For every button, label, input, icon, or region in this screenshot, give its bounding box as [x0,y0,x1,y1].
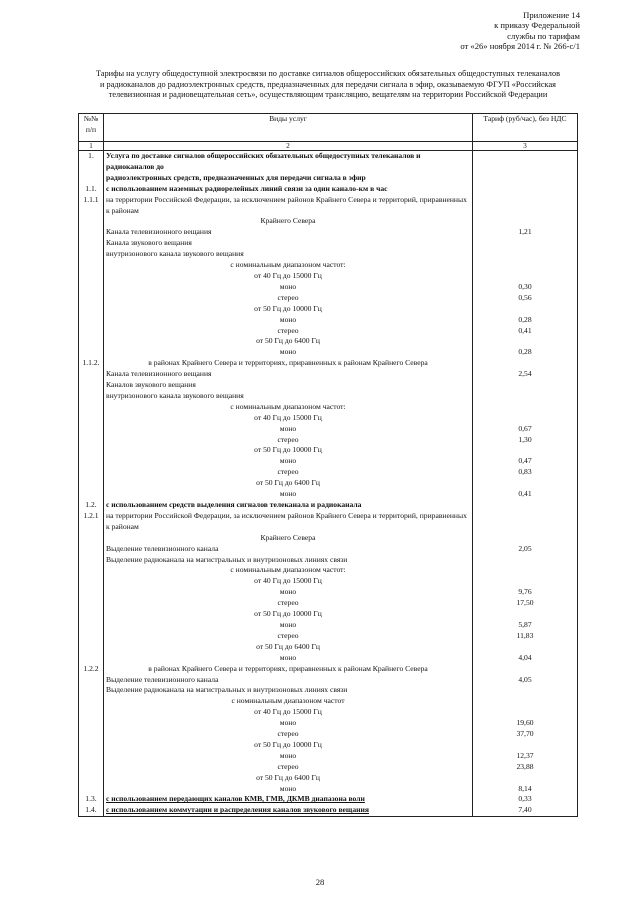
row-number [79,609,104,620]
tariff-value [473,565,578,576]
row-number [79,544,104,555]
row-number [79,533,104,544]
service-description: от 50 Гц до 10000 Гц [104,609,473,620]
table-row [79,315,578,326]
table-row [79,533,578,544]
tariff-value: 0,28 [473,347,578,358]
table-row [79,227,578,238]
service-description: моно [104,587,473,598]
table-row [79,249,578,260]
table-row [79,805,578,816]
tariff-value [473,664,578,675]
row-number [79,653,104,664]
service-description: в районах Крайнего Севера и территориях, приравненных к районам Крайнего Севера [104,664,473,675]
row-number [79,402,104,413]
row-number [79,587,104,598]
service-description: с номинальным диапазоном частот: [104,565,473,576]
tariff-value: 0,30 [473,282,578,293]
table-row [79,718,578,729]
service-description: в районах Крайнего Севера и территориях, приравненных к районам Крайнего Севера [104,358,473,369]
tariff-value: 0,47 [473,456,578,467]
table-row [79,609,578,620]
service-description: от 40 Гц до 15000 Гц [104,576,473,587]
row-number: 1.1. [79,184,104,195]
table-row [79,424,578,435]
tariff-value: 2,54 [473,369,578,380]
table-row [79,478,578,489]
tariff-value [473,707,578,718]
tariff-value [473,413,578,424]
row-number [79,729,104,740]
tariff-value [473,740,578,751]
service-description: моно [104,424,473,435]
service-description: от 50 Гц до 6400 Гц [104,642,473,653]
tariff-value: 0,41 [473,489,578,500]
tariff-value [473,358,578,369]
row-number [79,598,104,609]
tariff-value: 37,70 [473,729,578,740]
service-description: с номинальным диапазоном частот [104,696,473,707]
tariff-value [473,271,578,282]
table-row [79,489,578,500]
table-row [79,762,578,773]
tariff-value [473,380,578,391]
row-number [79,751,104,762]
appendix-label: Приложение 14 [523,10,580,20]
service-description: стерео [104,598,473,609]
table-row [79,653,578,664]
tariff-value: 19,60 [473,718,578,729]
row-number [79,565,104,576]
table-row [79,773,578,784]
row-number [79,227,104,238]
row-number [79,282,104,293]
row-number [79,260,104,271]
table-row [79,336,578,347]
table-row [79,620,578,631]
service-description: Выделение телевизионного канала [104,544,473,555]
table-row [79,151,578,173]
service-description: Выделение телевизионного канала [104,675,473,686]
table-row [79,500,578,511]
service-description: внутризонового канала звукового вещания [104,249,473,260]
column-number: 1 [79,142,104,151]
table-row [79,326,578,337]
agency-line: службы по тарифам [507,30,580,41]
table-row [79,413,578,424]
title-line: телевизионная и радиовещательная сеть», осуществляющим трансляцию, вещателям на территории Российской Федерации [108,90,548,100]
service-description: стерео [104,326,473,337]
table-row [79,587,578,598]
tariff-value [473,696,578,707]
row-number [79,642,104,653]
service-description: Выделение радиоканала на магистральных и внутризоновых линиях связи [104,555,473,566]
row-number: 1.2. [79,500,104,511]
service-description: от 50 Гц до 6400 Гц [104,773,473,784]
service-description: с использованием коммутации и распределения каналов звукового вещания [104,805,473,816]
service-description: Выделение радиоканала на магистральных и внутризоновых линиях связи [104,685,473,696]
service-description: Крайнего Севера [104,533,473,544]
tariff-value: 2,05 [473,544,578,555]
row-number [79,478,104,489]
service-description: от 50 Гц до 6400 Гц [104,336,473,347]
row-number: 1.4. [79,805,104,816]
service-description: с использованием средств выделения сигналов телеканала и радиоканала [104,500,473,511]
table-row [79,685,578,696]
row-number: 1. [79,151,104,173]
row-number [79,784,104,795]
table-row [79,740,578,751]
tariff-value [473,195,578,217]
table-row [79,598,578,609]
document-header [460,10,580,52]
order-ref-line: к приказу Федеральной [494,20,580,31]
service-description: моно [104,456,473,467]
tariff-value: 9,76 [473,587,578,598]
table-row [79,402,578,413]
tariff-value [473,511,578,533]
tariff-value: 12,37 [473,751,578,762]
row-number [79,238,104,249]
tariff-table [78,113,578,817]
table-row [79,304,578,315]
table-row [79,729,578,740]
table-row [79,664,578,675]
table-row [79,576,578,587]
table-row [79,707,578,718]
table-row [79,631,578,642]
service-description: моно [104,718,473,729]
row-number [79,304,104,315]
tariff-value [473,533,578,544]
service-description: от 40 Гц до 15000 Гц [104,707,473,718]
table-row [79,511,578,533]
table-body [79,151,578,817]
tariff-value: 23,88 [473,762,578,773]
tariff-value [473,304,578,315]
row-number [79,707,104,718]
service-description: стерео [104,762,473,773]
title-line: Тарифы на услугу общедоступной электросвязи по доставке сигналов общероссийских обязательных общедоступных телеканалов [95,69,561,78]
table-row [79,260,578,271]
tariff-value: 8,14 [473,784,578,795]
tariff-value [473,173,578,184]
service-description: стерео [104,631,473,642]
row-number [79,576,104,587]
tariff-value: 11,83 [473,631,578,642]
table-row [79,391,578,402]
table-row [79,565,578,576]
row-number [79,696,104,707]
table-row [79,435,578,446]
column-number-row [79,142,578,151]
table-row [79,184,578,195]
service-description: моно [104,751,473,762]
row-number: 1.3. [79,794,104,805]
row-number [79,347,104,358]
service-description: на территории Российской Федерации, за исключением районов Крайнего Севера и территорий, приравненных к районам [104,195,473,217]
table-row [79,784,578,795]
table-row [79,369,578,380]
row-number [79,315,104,326]
row-number [79,675,104,686]
tariff-value [473,609,578,620]
row-number [79,762,104,773]
row-number: 1.1.2. [79,358,104,369]
row-number [79,489,104,500]
table-row [79,467,578,478]
row-number [79,369,104,380]
row-number: 1.2.1 [79,511,104,533]
table-row [79,282,578,293]
service-description: Крайнего Севера [104,216,473,227]
row-number [79,173,104,184]
table-row [79,642,578,653]
table-header-row [79,114,578,142]
tariff-value [473,336,578,347]
tariff-value: 7,40 [473,805,578,816]
table-row [79,456,578,467]
table-row [79,675,578,686]
row-number [79,271,104,282]
table-row [79,347,578,358]
service-description: моно [104,347,473,358]
tariff-value [473,391,578,402]
table-row [79,238,578,249]
tariff-value: 0,28 [473,315,578,326]
row-number [79,740,104,751]
tariff-value: 0,83 [473,467,578,478]
service-description: с номинальным диапазоном частот: [104,260,473,271]
order-date-line: от «26» ноября 2014 г. № 266-с/1 [460,41,580,52]
table-row [79,555,578,566]
row-number [79,435,104,446]
row-number [79,555,104,566]
service-description: от 50 Гц до 6400 Гц [104,478,473,489]
tariff-value [473,555,578,566]
tariff-value [473,685,578,696]
service-description: с использованием передающих каналов КМВ, ГМВ, ДКМВ диапазона волн [104,794,473,805]
service-description: от 50 Гц до 10000 Гц [104,445,473,456]
column-number: 3 [473,142,578,151]
row-number [79,336,104,347]
page-number: 28 [315,877,325,887]
table-row [79,445,578,456]
service-description: с использованием наземных радиорелейных линий связи за один канало-км в час [104,184,473,195]
tariff-value [473,216,578,227]
tariff-value: 0,56 [473,293,578,304]
tariff-value: 1,21 [473,227,578,238]
service-description: на территории Российской Федерации, за исключением районов Крайнего Севера и территорий, приравненных к районам [104,511,473,533]
service-description: Каналов звукового вещания [104,380,473,391]
service-description: радиоэлектронных средств, предназначенных для передачи сигнала в эфир [104,173,473,184]
row-number: 1.2.2 [79,664,104,675]
service-description: моно [104,620,473,631]
row-number [79,326,104,337]
tariff-value [473,642,578,653]
table-row [79,271,578,282]
tariff-value [473,445,578,456]
row-number: 1.1.1 [79,195,104,217]
tariff-value: 5,87 [473,620,578,631]
service-description: моно [104,489,473,500]
service-description: стерео [104,293,473,304]
column-header-service: Виды услуг [104,114,473,142]
service-description: от 40 Гц до 15000 Гц [104,271,473,282]
column-header-number: №№ п/п [79,114,104,142]
service-description: Канала телевизионного вещания [104,227,473,238]
tariff-value [473,260,578,271]
table-row [79,216,578,227]
service-description: Канала телевизионного вещания [104,369,473,380]
service-description: от 50 Гц до 10000 Гц [104,304,473,315]
service-description: стерео [104,435,473,446]
service-description: моно [104,653,473,664]
row-number [79,380,104,391]
tariff-value: 4,05 [473,675,578,686]
table-row [79,195,578,217]
row-number [79,249,104,260]
tariff-value: 1,30 [473,435,578,446]
tariff-value [473,402,578,413]
tariff-value: 0,67 [473,424,578,435]
row-number [79,685,104,696]
tariff-value [473,238,578,249]
service-description: моно [104,315,473,326]
row-number [79,293,104,304]
row-number [79,467,104,478]
table-row [79,751,578,762]
service-description: моно [104,282,473,293]
tariff-value [473,773,578,784]
row-number [79,620,104,631]
document-title [78,69,578,101]
table-row [79,696,578,707]
tariff-value: 4,04 [473,653,578,664]
service-description: стерео [104,729,473,740]
tariff-value [473,576,578,587]
tariff-value: 0,33 [473,794,578,805]
row-number [79,456,104,467]
row-number [79,216,104,227]
service-description: Канала звукового вещания [104,238,473,249]
service-description: внутризонового канала звукового вещания [104,391,473,402]
service-description: от 50 Гц до 10000 Гц [104,740,473,751]
tariff-value [473,184,578,195]
table-row [79,794,578,805]
tariff-value [473,500,578,511]
tariff-value: 17,50 [473,598,578,609]
table-row [79,380,578,391]
tariff-value [473,478,578,489]
table-row [79,293,578,304]
service-description: стерео [104,467,473,478]
table-row [79,173,578,184]
row-number [79,424,104,435]
tariff-value [473,249,578,260]
row-number [79,413,104,424]
row-number [79,718,104,729]
service-description: моно [104,784,473,795]
service-description: Услуга по доставке сигналов общероссийских обязательных общедоступных телеканалов и радиоканалов до [104,151,473,173]
service-description: с номинальным диапазоном частот: [104,402,473,413]
title-line: и радиоканалов до радиоэлектронных средств, предназначенных для передачи сигнала в эфир, оказываемую ФГУП «Российская [100,79,556,89]
tariff-value: 0,41 [473,326,578,337]
row-number [79,631,104,642]
service-description: от 40 Гц до 15000 Гц [104,413,473,424]
column-header-tariff: Тариф (руб/час), без НДС [473,114,578,142]
column-number: 2 [104,142,473,151]
row-number [79,391,104,402]
row-number [79,773,104,784]
tariff-value [473,151,578,173]
table-row [79,358,578,369]
table-row [79,544,578,555]
row-number [79,445,104,456]
